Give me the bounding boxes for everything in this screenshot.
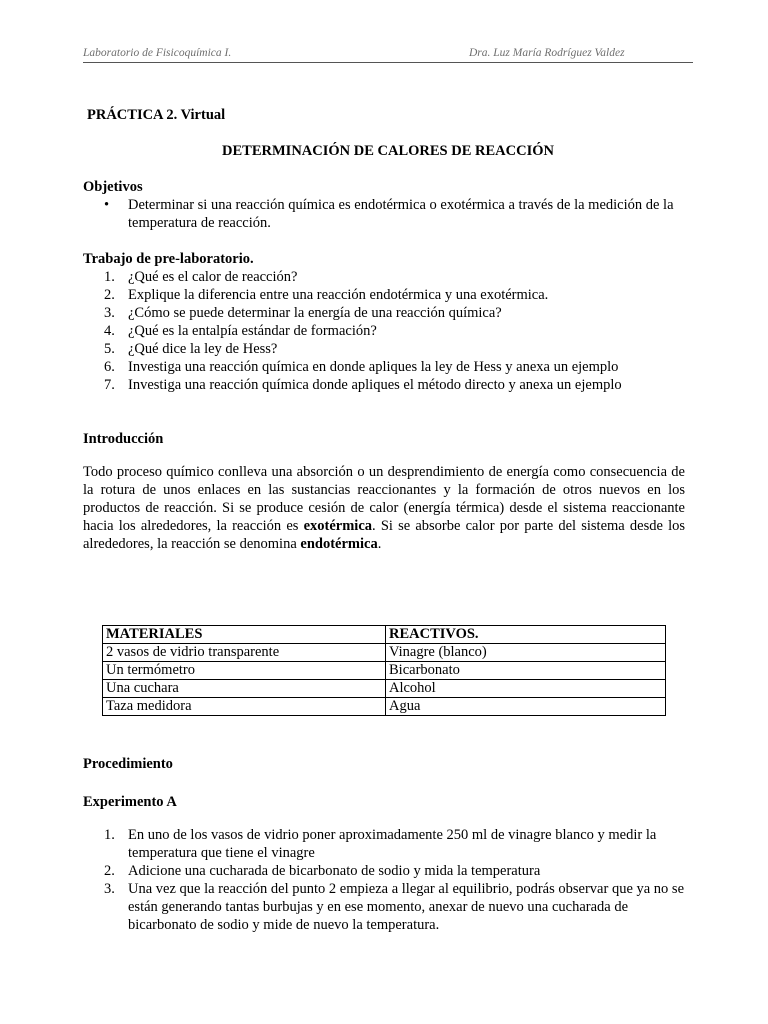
item-number: 3. [104, 881, 115, 897]
list-item [83, 304, 685, 322]
item-number: 2. [104, 287, 115, 303]
item-text: ¿Qué es la entalpía estándar de formación? [128, 323, 377, 339]
header-divider [83, 62, 693, 63]
introduction-paragraph [83, 463, 685, 553]
list-item [83, 340, 685, 358]
intro-text-3: . [377, 536, 382, 552]
list-item [83, 322, 685, 340]
item-number: 7. [104, 377, 115, 393]
table-cell: 2 vasos de vidrio transparente [103, 644, 386, 662]
item-number: 6. [104, 359, 115, 375]
item-text: ¿Cómo se puede determinar la energía de una reacción química? [128, 305, 502, 321]
table-header-row [103, 626, 666, 644]
item-number: 1. [104, 827, 115, 843]
intro-bold-exothermic: exotérmica [303, 518, 373, 534]
column-header-materials: MATERIALES [103, 626, 386, 644]
table-row [103, 680, 666, 698]
item-number: 5. [104, 341, 115, 357]
procedure-list [83, 826, 685, 934]
header-course: Laboratorio de Fisicoquímica I. [83, 47, 232, 59]
item-text: Investiga una reacción química donde apliques el método directo y anexa un ejemplo [128, 377, 622, 393]
practice-title: PRÁCTICA 2. Virtual [87, 107, 226, 123]
item-text: En uno de los vasos de vidrio poner aproximadamente 250 ml de vinagre blanco y medir la temperatura que tiene el vinagre [128, 827, 657, 861]
table-cell: Alcohol [386, 680, 666, 698]
item-text: Una vez que la reacción del punto 2 empieza a llegar al equilibrio, podrás observar que ya no se están generando tantas burbujas y en ese momento, anexar de nuevo una cucharada de bicarbonato de sodio y mide de nuevo la temperatura. [128, 881, 685, 933]
list-item [83, 376, 685, 394]
procedure-heading: Procedimiento [83, 756, 173, 772]
item-text: Investiga una reacción química en donde apliques la ley de Hess y anexa un ejemplo [128, 359, 619, 375]
list-item [83, 358, 685, 376]
item-text: Explique la diferencia entre una reacción endotérmica y una exotérmica. [128, 287, 549, 303]
intro-text-2: . Si se absorbe calor por parte del sistema desde los alrededores, la reacción se denomina [83, 518, 685, 552]
table-cell: Bicarbonato [386, 662, 666, 680]
list-item [83, 286, 685, 304]
bullet-icon: • [104, 197, 110, 213]
prelab-heading: Trabajo de pre-laboratorio. [83, 251, 254, 267]
item-number: 3. [104, 305, 115, 321]
main-title: DETERMINACIÓN DE CALORES DE REACCIÓN [222, 143, 554, 159]
table-row [103, 662, 666, 680]
table-cell: Vinagre (blanco) [386, 644, 666, 662]
list-item [83, 268, 685, 286]
experiment-a-heading: Experimento A [83, 794, 177, 810]
intro-bold-endothermic: endotérmica [300, 536, 378, 552]
item-number: 2. [104, 863, 115, 879]
prelab-list [83, 268, 685, 394]
item-text: ¿Qué es el calor de reacción? [128, 269, 298, 285]
item-text: ¿Qué dice la ley de Hess? [128, 341, 278, 357]
list-item [83, 862, 685, 880]
table-cell: Un termómetro [103, 662, 386, 680]
page-header [83, 44, 693, 62]
materials-table [102, 625, 666, 716]
table-cell: Agua [386, 698, 666, 716]
list-item [83, 880, 685, 934]
objectives-list [83, 196, 683, 232]
item-number: 1. [104, 269, 115, 285]
table-row [103, 644, 666, 662]
objective-text: Determinar si una reacción química es endotérmica o exotérmica a través de la medición de la temperatura de reacción. [128, 197, 674, 231]
intro-text-1: Todo proceso químico conlleva una absorción o un desprendimiento de energía como consecuencia de la rotura de unos enlaces en las sustancias reaccionantes y la formación de otros nuevos en los productos de reacción. Si se produce cesión de calor (energía térmica) desde el sistema reaccionante hacia los alrededores, la reacción es [83, 464, 685, 534]
item-number: 4. [104, 323, 115, 339]
table-cell: Taza medidora [103, 698, 386, 716]
column-header-reagents: REACTIVOS. [386, 626, 666, 644]
table-cell: Una cuchara [103, 680, 386, 698]
introduction-heading: Introducción [83, 431, 164, 447]
list-item [83, 826, 685, 862]
objectives-heading: Objetivos [83, 179, 143, 195]
item-text: Adicione una cucharada de bicarbonato de sodio y mida la temperatura [128, 863, 541, 879]
table-row [103, 698, 666, 716]
list-item [83, 196, 683, 232]
header-author: Dra. Luz María Rodríguez Valdez [469, 47, 625, 59]
